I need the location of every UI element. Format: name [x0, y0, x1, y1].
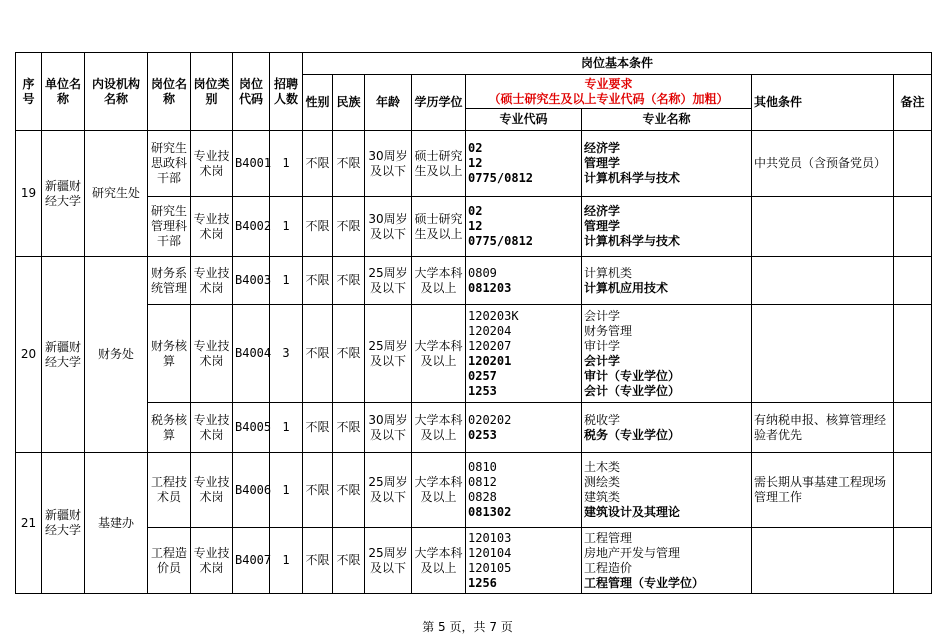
row-major-codes: [466, 131, 582, 197]
row-other: [752, 197, 894, 257]
major-code: 0775/0812: [468, 234, 534, 248]
row-age: 25周岁及以下: [365, 305, 412, 403]
row-major-names: [582, 197, 752, 257]
row-major-names: [582, 257, 752, 305]
row-ethnic: 不限: [333, 305, 365, 403]
row-major-names: [582, 403, 752, 453]
table-row: [16, 257, 932, 305]
major-code: 02: [468, 204, 483, 218]
row-remark: [894, 197, 932, 257]
header-major-name: 专业名称: [582, 109, 752, 131]
row-post: 财务系统管理: [148, 257, 191, 305]
major-name: 管理学: [584, 219, 621, 233]
row-ethnic: 不限: [333, 257, 365, 305]
row-major-names: [582, 453, 752, 528]
row-code: B4004: [233, 305, 270, 403]
major-code: 120104: [468, 545, 512, 560]
recruitment-table: [15, 52, 932, 594]
table-row: [16, 403, 932, 453]
row-seq: 19: [16, 131, 42, 257]
row-other: 需长期从事基建工程现场管理工作: [752, 453, 894, 528]
page-footer: 第 5 页，共 7 页: [422, 620, 513, 634]
major-req-line-2: （硕士研究生及以上专业代码（名称）加粗）: [488, 91, 729, 106]
major-name: 建筑类: [584, 490, 621, 504]
major-name: 工程管理: [584, 530, 633, 545]
major-code: 081302: [468, 505, 512, 519]
row-unit: 新疆财经大学: [42, 131, 85, 257]
row-seq: 21: [16, 453, 42, 594]
row-type: 专业技术岗: [191, 305, 233, 403]
row-count: 1: [270, 528, 303, 594]
major-code: 12: [468, 219, 483, 233]
major-code: 120103: [468, 530, 512, 545]
row-code: B4006: [233, 453, 270, 528]
row-major-codes: [466, 197, 582, 257]
row-major-codes: [466, 257, 582, 305]
row-major-codes: [466, 453, 582, 528]
header-type: 岗位类别: [191, 53, 233, 131]
row-edu: 硕士研究生及以上: [412, 131, 466, 197]
major-code: 081203: [468, 280, 512, 295]
row-type: 专业技术岗: [191, 257, 233, 305]
major-name: 建筑设计及其理论: [584, 505, 681, 519]
row-post: 财务核算: [148, 305, 191, 403]
major-code: 120203K: [468, 308, 519, 323]
major-name: 审计（专业学位）: [584, 368, 681, 383]
table-row: [16, 528, 932, 594]
row-count: 1: [270, 257, 303, 305]
major-name: 税务（专业学位）: [584, 427, 681, 442]
row-gender: 不限: [303, 403, 333, 453]
major-name: 测绘类: [584, 475, 621, 489]
row-gender: 不限: [303, 453, 333, 528]
row-code: B4003: [233, 257, 270, 305]
row-remark: [894, 131, 932, 197]
table-row: [16, 305, 932, 403]
major-name: 工程造价: [584, 560, 633, 575]
header-major-requirement: [466, 75, 752, 109]
table-row: [16, 131, 932, 197]
row-type: 专业技术岗: [191, 453, 233, 528]
row-major-names: [582, 305, 752, 403]
header-major-code: 专业代码: [466, 109, 582, 131]
major-name: 审计学: [584, 338, 621, 353]
major-code: 1256: [468, 575, 497, 590]
row-code: B4007: [233, 528, 270, 594]
row-age: 30周岁及以下: [365, 131, 412, 197]
row-ethnic: 不限: [333, 403, 365, 453]
row-ethnic: 不限: [333, 453, 365, 528]
header-ethnic: 民族: [333, 75, 365, 131]
row-code: B4001: [233, 131, 270, 197]
row-age: 25周岁及以下: [365, 528, 412, 594]
major-name: 房地产开发与管理: [584, 545, 681, 560]
row-post: 研究生思政科干部: [148, 131, 191, 197]
row-age: 25周岁及以下: [365, 257, 412, 305]
row-gender: 不限: [303, 305, 333, 403]
row-edu: 大学本科及以上: [412, 403, 466, 453]
table-row: [16, 197, 932, 257]
major-code: 0775/0812: [468, 171, 534, 185]
row-type: 专业技术岗: [191, 131, 233, 197]
row-age: 25周岁及以下: [365, 453, 412, 528]
row-edu: 硕士研究生及以上: [412, 197, 466, 257]
header-unit: 单位名称: [42, 53, 85, 131]
header-age: 年龄: [365, 75, 412, 131]
row-other: [752, 528, 894, 594]
row-ethnic: 不限: [333, 131, 365, 197]
header-other: 其他条件: [752, 75, 894, 131]
header-remark: 备注: [894, 75, 932, 131]
row-dept: 基建办: [85, 453, 148, 594]
major-code: 0828: [468, 490, 497, 504]
major-name: 计算机应用技术: [584, 280, 669, 295]
row-age: 30周岁及以下: [365, 403, 412, 453]
row-edu: 大学本科及以上: [412, 453, 466, 528]
major-name: 计算机类: [584, 265, 633, 280]
row-type: 专业技术岗: [191, 528, 233, 594]
row-ethnic: 不限: [333, 197, 365, 257]
major-name: 经济学: [584, 141, 621, 155]
major-code: 1253: [468, 383, 497, 398]
major-code: 0812: [468, 475, 497, 489]
header-post: 岗位名称: [148, 53, 191, 131]
header-gender: 性别: [303, 75, 333, 131]
row-seq: 20: [16, 257, 42, 453]
row-major-codes: [466, 403, 582, 453]
header-code: 岗位代码: [233, 53, 270, 131]
row-unit: 新疆财经大学: [42, 257, 85, 453]
row-other: [752, 257, 894, 305]
header-edu: 学历学位: [412, 75, 466, 131]
row-count: 1: [270, 131, 303, 197]
row-edu: 大学本科及以上: [412, 257, 466, 305]
major-name: 财务管理: [584, 323, 633, 338]
row-count: 1: [270, 197, 303, 257]
row-remark: [894, 528, 932, 594]
row-dept: 财务处: [85, 257, 148, 453]
major-code: 120201: [468, 353, 512, 368]
row-code: B4005: [233, 403, 270, 453]
major-req-line-1: 专业要求: [584, 76, 633, 91]
row-major-codes: [466, 528, 582, 594]
row-post: 研究生管理科干部: [148, 197, 191, 257]
major-name: 税收学: [584, 412, 621, 427]
row-unit: 新疆财经大学: [42, 453, 85, 594]
major-code: 02: [468, 141, 483, 155]
row-code: B4002: [233, 197, 270, 257]
row-remark: [894, 257, 932, 305]
row-type: 专业技术岗: [191, 197, 233, 257]
row-gender: 不限: [303, 257, 333, 305]
major-name: 经济学: [584, 204, 621, 218]
row-major-names: [582, 528, 752, 594]
major-name: 管理学: [584, 156, 621, 170]
table-row: [16, 453, 932, 528]
header-count: 招聘人数: [270, 53, 303, 131]
row-count: 1: [270, 403, 303, 453]
row-other: 中共党员（含预备党员）: [752, 131, 894, 197]
major-code: 0809: [468, 265, 497, 280]
row-gender: 不限: [303, 197, 333, 257]
major-name: 会计学: [584, 353, 621, 368]
row-post: 工程造价员: [148, 528, 191, 594]
row-gender: 不限: [303, 131, 333, 197]
major-code: 120204: [468, 323, 512, 338]
row-ethnic: 不限: [333, 528, 365, 594]
major-code: 12: [468, 156, 483, 170]
major-name: 土木类: [584, 460, 621, 474]
row-other: 有纳税申报、核算管理经验者优先: [752, 403, 894, 453]
header-seq: 序号: [16, 53, 42, 131]
row-remark: [894, 403, 932, 453]
row-post: 税务核算: [148, 403, 191, 453]
row-remark: [894, 305, 932, 403]
header-dept: 内设机构名称: [85, 53, 148, 131]
major-name: 计算机科学与技术: [584, 171, 681, 185]
header-basic-conditions: 岗位基本条件: [303, 53, 932, 75]
major-code: 0257: [468, 368, 497, 383]
major-code: 0253: [468, 427, 497, 442]
row-count: 1: [270, 453, 303, 528]
row-edu: 大学本科及以上: [412, 528, 466, 594]
row-major-codes: [466, 305, 582, 403]
major-code: 0810: [468, 460, 497, 474]
row-type: 专业技术岗: [191, 403, 233, 453]
row-post: 工程技术员: [148, 453, 191, 528]
major-name: 会计学: [584, 308, 621, 323]
row-count: 3: [270, 305, 303, 403]
row-age: 30周岁及以下: [365, 197, 412, 257]
row-major-names: [582, 131, 752, 197]
major-code: 120207: [468, 338, 512, 353]
row-other: [752, 305, 894, 403]
row-edu: 大学本科及以上: [412, 305, 466, 403]
major-name: 会计（专业学位）: [584, 383, 681, 398]
major-code: 020202: [468, 412, 512, 427]
row-dept: 研究生处: [85, 131, 148, 257]
major-code: 120105: [468, 560, 512, 575]
major-name: 计算机科学与技术: [584, 234, 681, 248]
row-gender: 不限: [303, 528, 333, 594]
row-remark: [894, 453, 932, 528]
major-name: 工程管理（专业学位）: [584, 575, 705, 590]
